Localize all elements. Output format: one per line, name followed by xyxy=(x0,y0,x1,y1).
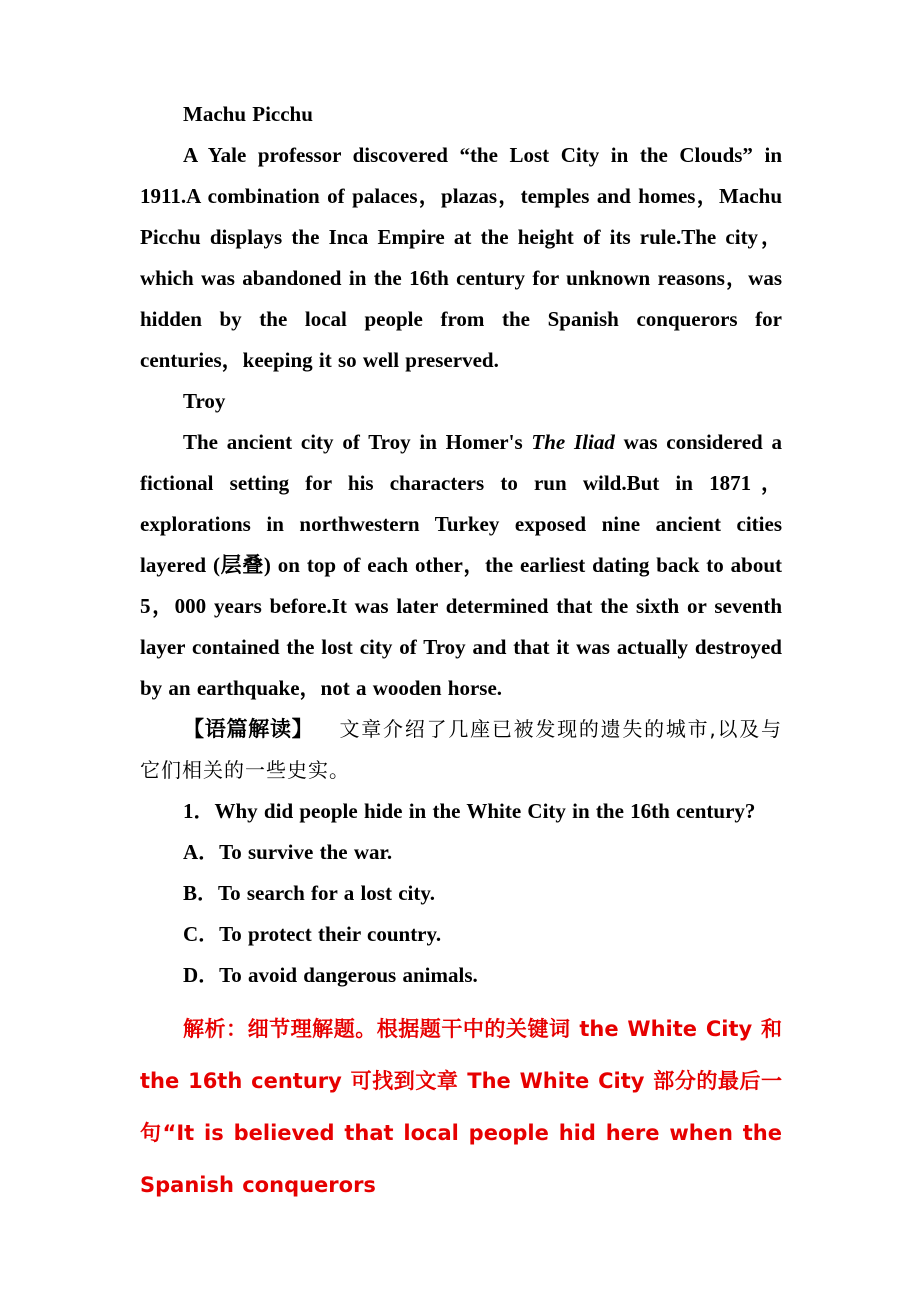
paragraph-troy xyxy=(140,422,782,709)
option-c: C．To protect their country. xyxy=(183,922,442,946)
option-b: B．To search for a lost city. xyxy=(183,881,435,905)
analysis-text: 细节理解题。根据题干中的关键词 the White City 和 the 16th century 可找到文章 The White City 部分的最后一句“It is believed that local people hid here when the Spanish conquerors xyxy=(140,1017,783,1197)
paragraph-troy-lead: The ancient city of Troy in Homer's xyxy=(183,430,532,454)
question-1: 1．Why did people hide in the White City in the 16th century? xyxy=(183,799,756,823)
heading-troy: Troy xyxy=(183,389,226,413)
option-d: D．To avoid dangerous animals. xyxy=(183,963,478,987)
book-title-the-iliad: The Iliad xyxy=(531,430,615,454)
summary-paragraph xyxy=(140,709,782,791)
summary-text: 文章介绍了几座已被发现的遗失的城市,以及与它们相关的一些史实。 xyxy=(140,717,783,782)
document-body xyxy=(140,94,782,1211)
option-a: A．To survive the war. xyxy=(183,840,393,864)
paragraph-troy-rest: was considered a fictional setting for his characters to run wild.But in 1871，explorations in northwestern Turkey exposed nine ancient cities layered (层叠) on top of each other，the earliest dating back to about 5，000 years before.It was later determined that the sixth or seventh layer contained the lost city of Troy and that it was actually destroyed by an earthquake，not a wooden horse. xyxy=(140,430,782,700)
heading-machu-picchu: Machu Picchu xyxy=(183,102,313,126)
summary-label: 【语篇解读】 xyxy=(183,717,314,741)
paragraph-machu-picchu: A Yale professor discovered “the Lost City in the Clouds” in 1911.A combination of palaces，plazas，temples and homes，Machu Picchu displays the Inca Empire at the height of its rule.The city，which was abandoned in the 16th century for unknown reasons，was hidden by the local people from the Spanish conquerors for centuries，keeping it so well preserved. xyxy=(140,143,782,372)
analysis-label: 解析： xyxy=(183,1017,248,1041)
analysis-paragraph xyxy=(140,1003,782,1211)
